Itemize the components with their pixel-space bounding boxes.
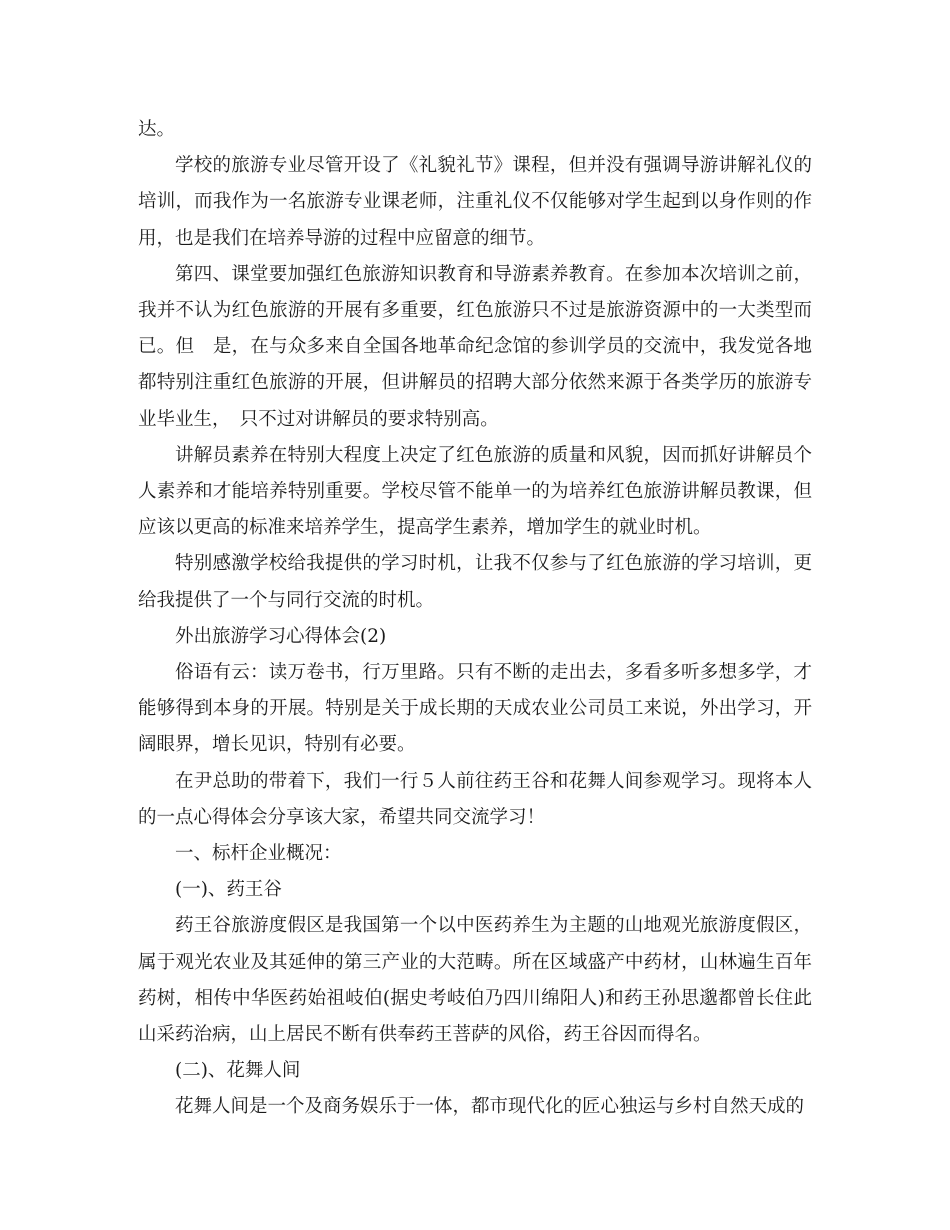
paragraph: 俗语有云：读万卷书，行万里路。只有不断的走出去，多看多听多想多学，才能够得到本身的开展。特别是关于成长期的天成农业公司员工来说，外出学习，开阔眼界，增长见识，特别有必要。	[138, 662, 812, 756]
subheading: (二)、花舞人间	[175, 1060, 301, 1082]
paragraph: 第四、课堂要加强红色旅游知识教育和导游素养教育。在参加本次培训之前，我并不认为红色旅游的开展有多重要，红色旅游只不过是旅游资源中的一大类型而已。但 是，在与众多来自全国各地革命纪念馆的参训学员的交流中，我发觉各地都特别注重红色旅游的开展，但讲解员的招聘大部分依然来源于各类学历的旅游专业毕业生， 只不过对讲解员的要求特别高。	[138, 263, 812, 430]
paragraph-continuation: 达。	[138, 119, 176, 140]
document-body	[138, 112, 812, 1126]
paragraph: 在尹总助的带着下，我们一行５人前往药王谷和花舞人间参观学习。现将本人的一点心得体会分享该大家，希望共同交流学习！	[138, 770, 812, 828]
paragraph: 学校的旅游专业尽管开设了《礼貌礼节》课程，但并没有强调导游讲解礼仪的培训，而我作为一名旅游专业课老师，注重礼仪不仅能够对学生起到以身作则的作用，也是我们在培养导游的过程中应留意的细节。	[138, 155, 812, 249]
paragraph: 药王谷旅游度假区是我国第一个以中医药养生为主题的山地观光旅游度假区，属于观光农业及其延伸的第三产业的大范畴。所在区域盛产中药材，山林遍生百年药树，相传中华医药始祖岐伯(据史考岐伯乃四川绵阳人)和药王孙思邈都曾长住此山采药治病，山上居民不断有供奉药王菩萨的风俗，药王谷因而得名。	[138, 915, 812, 1046]
section-title: 外出旅游学习心得体会(2)	[175, 625, 387, 647]
paragraph: 特别感激学校给我提供的学习时机，让我不仅参与了红色旅游的学习培训，更给我提供了一个与同行交流的时机。	[138, 553, 812, 611]
paragraph: 花舞人间是一个及商务娱乐于一体，都市现代化的匠心独运与乡村自然天成的	[175, 1096, 805, 1118]
heading: 一、标杆企业概况：	[175, 843, 342, 865]
subheading: (一)、药王谷	[175, 879, 282, 901]
paragraph: 讲解员素养在特别大程度上决定了红色旅游的质量和风貌，因而抓好讲解员个人素养和才能培养特别重要。学校尽管不能单一的为培养红色旅游讲解员教课，但应该以更高的标准来培养学生，提高学生素养，增加学生的就业时机。	[138, 444, 812, 539]
